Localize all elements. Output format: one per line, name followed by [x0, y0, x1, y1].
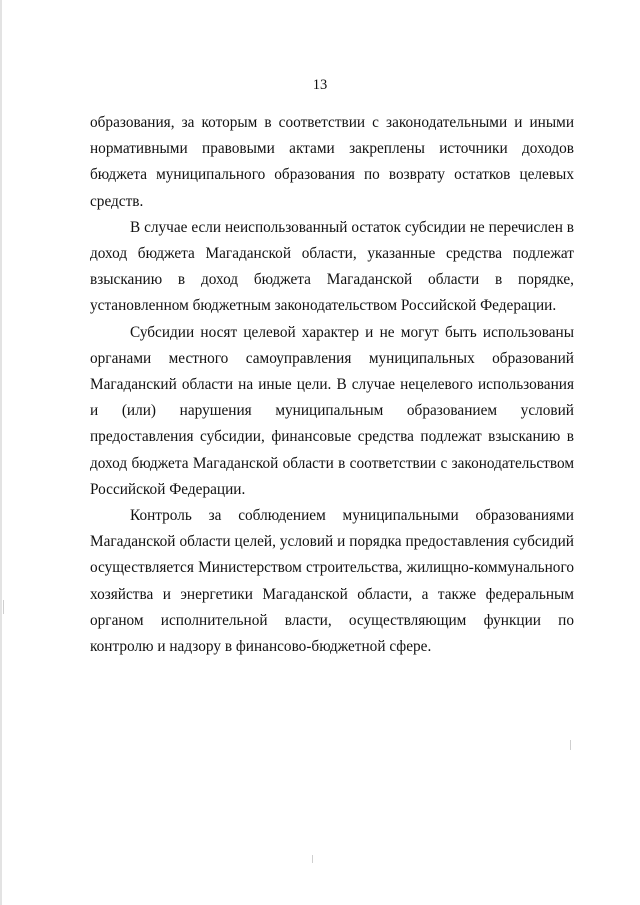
scan-speck — [570, 740, 571, 750]
paragraph-continuation: образования, за которым в соответствии с законодательными и иными нормативными правовыми актами закреплены источники доходов бюджета муниципального образования по возврату остатков целевых средств. — [90, 114, 574, 210]
paragraph-control: Контроль за соблюдением муниципальными образованиями Магаданской области целей, условий и порядка предоставления субсидий осуществляется Министерством строительства, жилищно-коммунального хозяйства и энергетики Магаданской области, а также федеральным органом исполнительной власти, осуществляющим функции по контролю и надзору в финансово-бюджетной сфере. — [90, 507, 574, 656]
paragraph-targeted-use: Субсидии носят целевой характер и не могут быть использованы органами местного самоуправления муниципальных образований Магаданский области на иные цели. В случае нецелевого использования и (или) нарушения муниципальным образованием условий предоставления субсидии, финансовые средства подлежат взысканию в доход бюджета Магаданской области в соответствии с законодательством Российской Федерации. — [90, 323, 574, 498]
scan-left-edge — [0, 0, 2, 905]
paragraph-unspent-balance: В случае если неиспользованный остаток субсидии не перечислен в доход бюджета Магаданской области, указанные средства подлежат взысканию в доход бюджета Магаданской области в порядке, установленном бюджетным законодательством Российской Федерации. — [90, 218, 574, 315]
document-body — [90, 110, 574, 660]
scan-speck — [3, 600, 4, 614]
page-number: 13 — [312, 77, 328, 93]
scan-speck — [312, 855, 313, 863]
